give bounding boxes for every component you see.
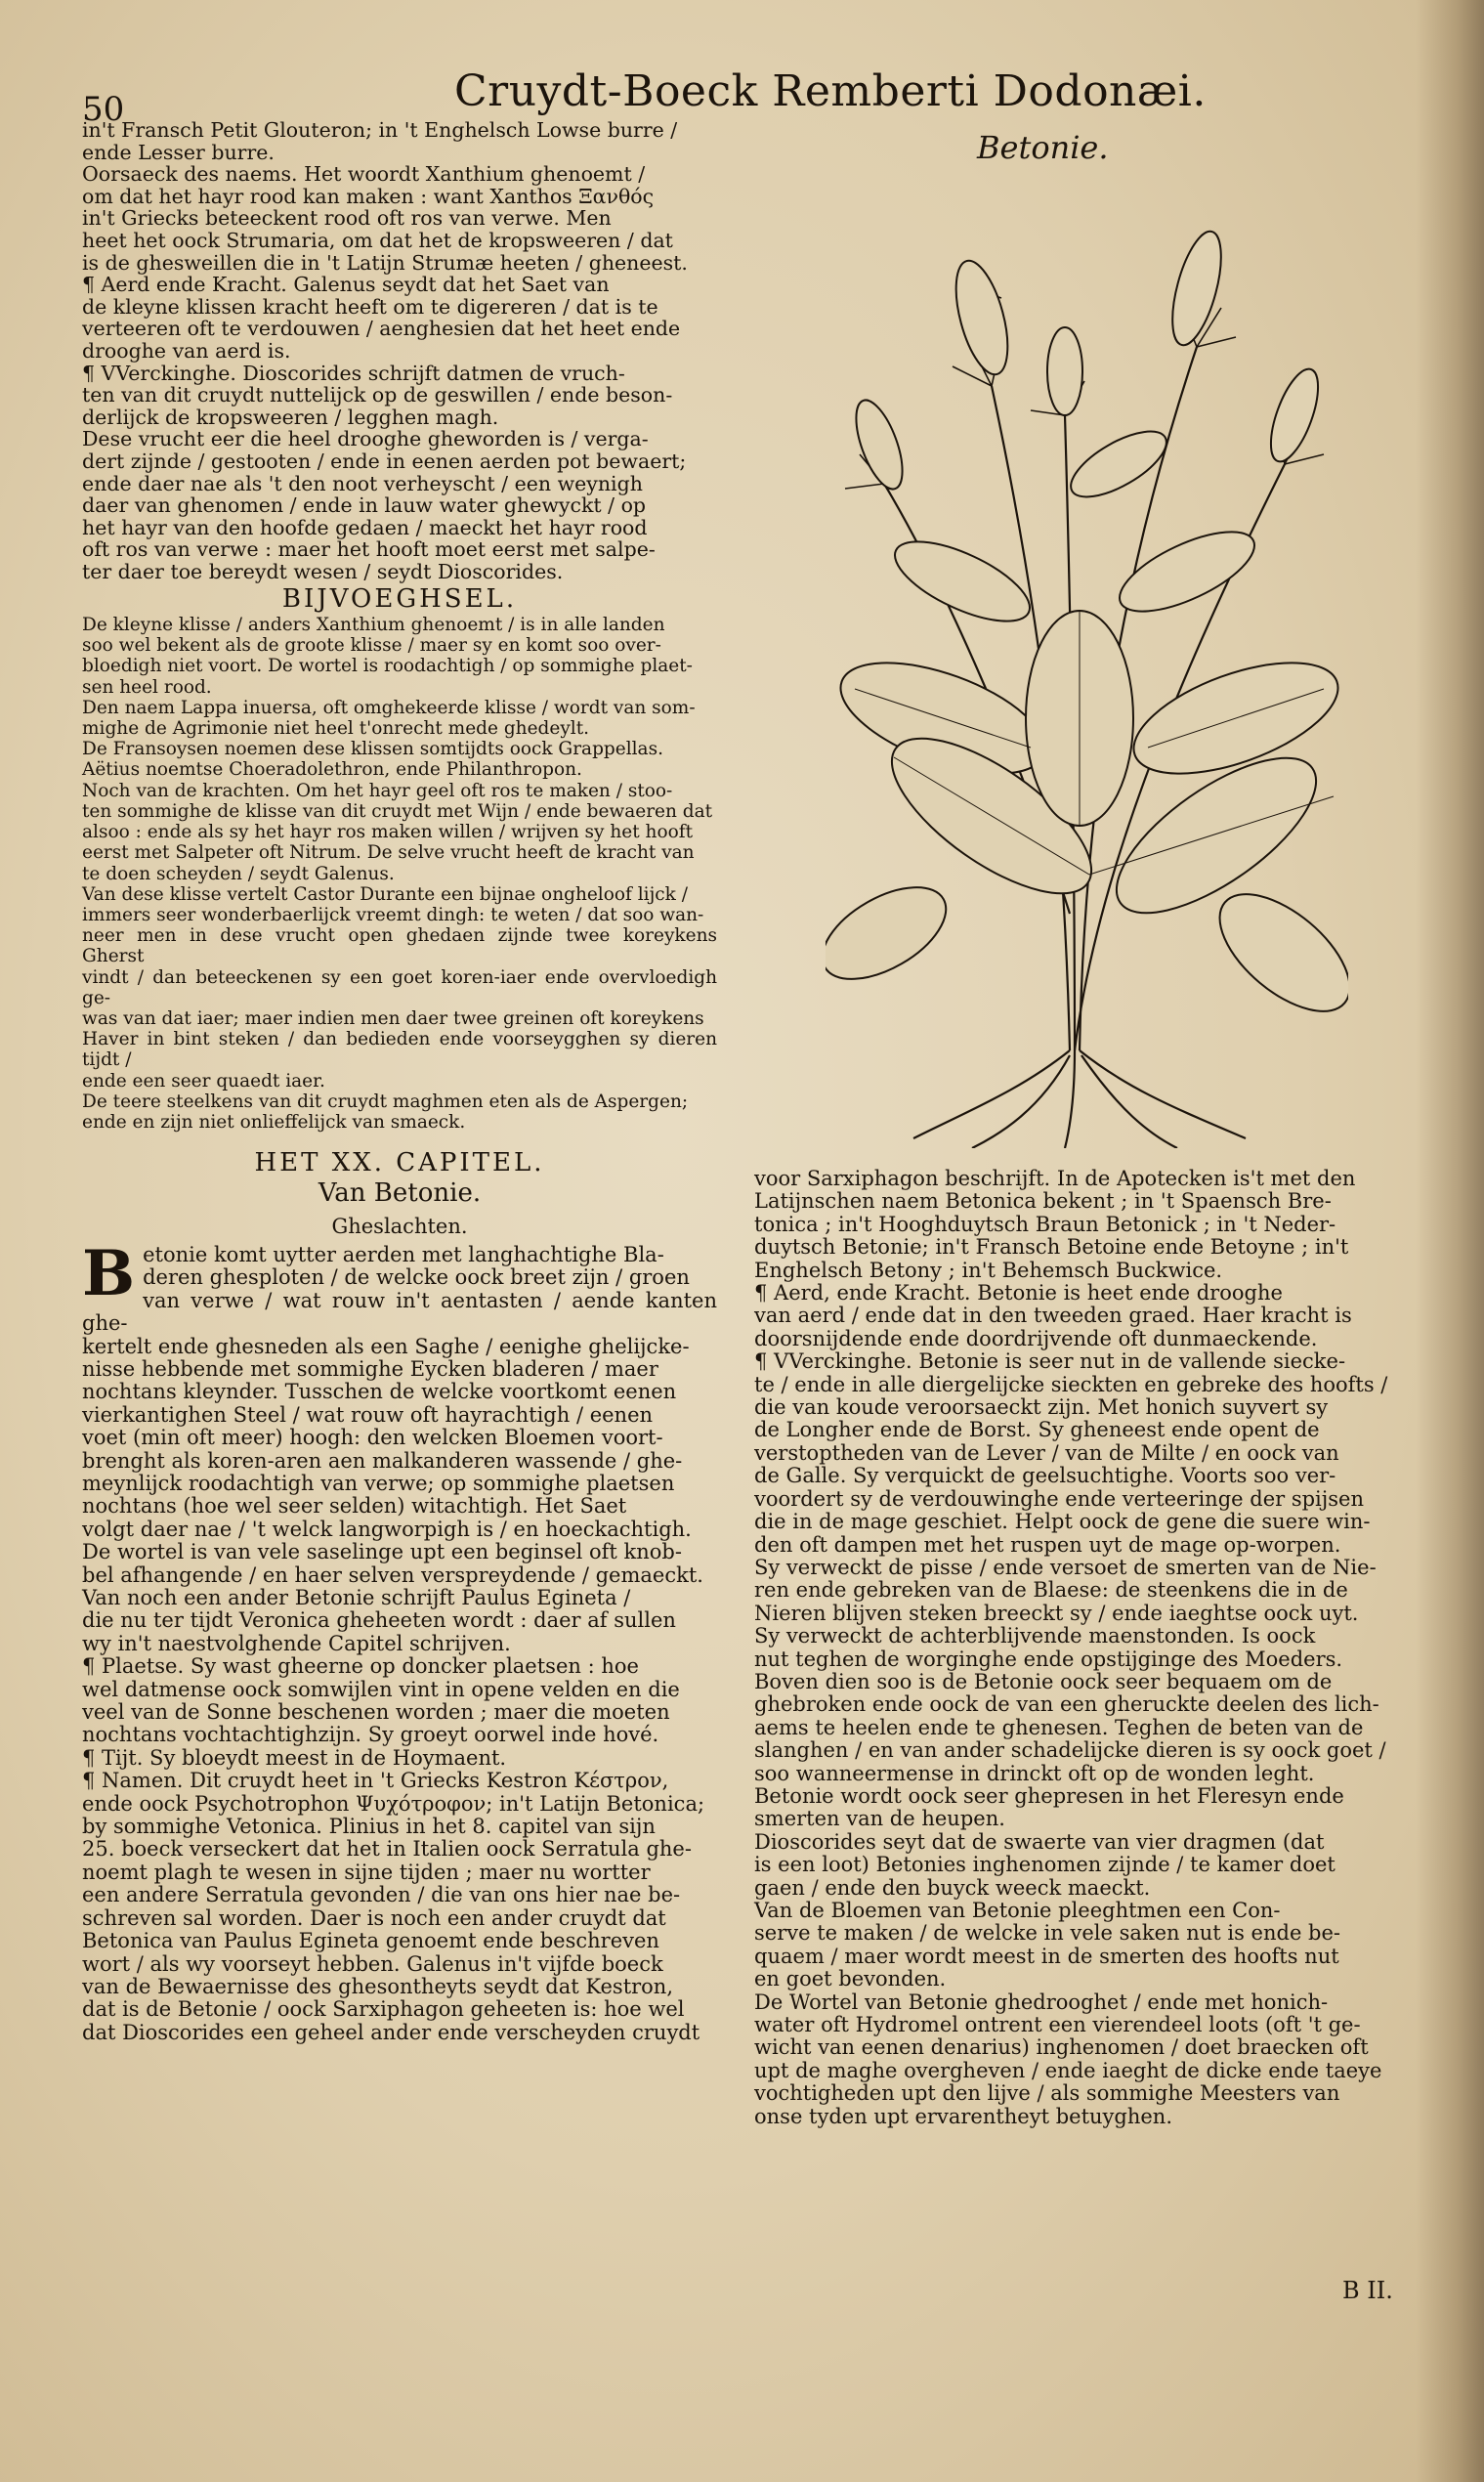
text-line: smerten van de heupen. [754,1807,1005,1831]
aerd-section [82,274,717,362]
text-line: veel van de Sonne beschenen worden ; maer die moeten [82,1700,670,1725]
text-line: Aëtius noemtse Choeradolethron, ende Philanthropon. [82,759,582,781]
text-line: upt de maghe overgheven / ende iaeght de dicke ende taeye [754,2058,1382,2082]
text-line: een andere Serratula gevonden / die van ons hier nae be- [82,1883,681,1907]
text-line: ten sommighe de klisse van dit cruydt met Wijn / ende bewaeren dat [82,800,713,822]
text-line: slanghen / en van ander schadelijcke dieren is sy oock goet / [754,1738,1386,1763]
werckinghe-section-right [754,1350,1407,2128]
text-line: te / ende in alle diergelijcke sieckten en gebreke des hoofts / [754,1372,1388,1396]
text-line: schreven sal worden. Daer is noch een ander cruydt dat [82,1905,666,1930]
text-line: kertelt ende ghesneden als een Saghe / eenighe ghelijcke- [82,1334,690,1358]
plaetse-section [82,1655,717,1747]
text-line: ende Lesser burre. [82,140,275,164]
running-title: Cruydt-Boeck Remberti Dodonæi. [454,66,1207,116]
text-line: mighe de Agrimonie niet heel t'onrecht mede ghedeylt. [82,718,590,740]
intro-lines [82,119,717,163]
text-line: wicht van eenen denarius) inghenomen / doet braecken oft [754,2035,1369,2060]
namen-section [82,1770,717,2044]
text-line: ter daer toe bereydt wesen / seydt Dioscorides. [82,559,564,583]
text-line: De Fransoysen noemen dese klissen somtijdts oock Grappellas. [82,739,663,760]
text-line: bel afhangende / en haer selven verspreydende / gemaeckt. [82,1562,703,1587]
text-line: wort / als wy voorseyt hebben. Galenus in't vijfde boeck [82,1951,663,1976]
orsaeck-section [82,163,717,274]
text-line: vindt / dan beteeckenen sy een goet koren-iaer ende overvloedigh ge- [82,966,717,1008]
catchword: B II. [1342,2277,1393,2304]
chapter-subtitle: Van Betonie. [318,1177,482,1208]
text-line: ghebroken ende oock de van een gheruckte deelen des lich- [754,1692,1379,1717]
text-line: Haver in bint steken / dan bedieden ende voorseygghen sy dieren tijdt / [82,1029,717,1071]
text-line: Dese vrucht eer die heel drooghe gheworden is / verga- [82,427,649,451]
text-line: eerst met Salpeter oft Nitrum. De selve vrucht heeft de kracht van [82,842,695,864]
text-line: om dat het hayr rood kan maken : want Xanthos Ξανθός [82,184,655,208]
right-column [754,1168,1407,2128]
text-line: Van noch een ander Betonie schrijft Paulus Egineta / [82,1586,631,1610]
text-line: den oft dampen met het ruspen uyt de mage op-worpen. [754,1532,1341,1557]
text-line: heet het oock Strumaria, om dat het de kropsweeren / dat [82,228,673,252]
text-line: nisse hebbende met sommighe Eycken bladeren / maer [82,1356,658,1381]
text-line: ende een seer quaedt iaer. [82,1070,325,1091]
text-line: de Longher ende de Borst. Sy gheneest ende opent de [754,1418,1320,1442]
text-line: van aerd / ende dat in den tweeden graed. Haer kracht is [754,1304,1352,1328]
text-line: ende en zijn niet onlieffelijck van smaeck. [82,1111,466,1133]
section-heading-bijvoeghsel: BIJVOEGHSEL. [281,584,518,615]
text-line: etonie komt uytter aerden met langhachtighe Bla- [143,1242,664,1266]
text-line: quaem / maer wordt meest in de smerten des hoofts nut [754,1944,1339,1968]
text-line: serve te maken / de welcke in vele saken nut is ende be- [754,1921,1341,1946]
text-line: voet (min oft meer) hoogh: den welcken Bloemen voort- [82,1426,663,1450]
text-line: Sy verweckt de pisse / ende versoet de smerten van de Nie- [754,1555,1377,1579]
text-line: is een loot) Betonies inghenomen zijnde / te kamer doet [754,1853,1336,1877]
text-line: drooghe van aerd is. [82,338,291,363]
text-line: alsoo : ende als sy het hayr ros maken willen / wrijven sy het hooft [82,822,694,843]
text-line: ende oock Psychotrophon Ψυχότροφον; in't Latijn Betonica; [82,1791,705,1816]
text-line: in't Griecks beteeckent rood oft ros van verwe. Men [82,206,612,231]
text-line: nochtans (hoe wel seer selden) witachtigh. Het Saet [82,1494,627,1519]
text-line: oft ros van verwe : maer het hooft moet eerst met salpe- [82,537,656,562]
betonie-woodcut-illustration [826,171,1348,1148]
text-line: Boven dien soo is de Betonie oock seer bequaem om de [754,1669,1333,1693]
text-line: derlijck de kropsweeren / legghen magh. [82,405,499,429]
text-line: Nieren blijven steken breeckt sy / ende iaeghtse oock uyt. [754,1601,1359,1625]
text-line: immers seer wonderbaerlijck vreemt dingh: te weten / dat soo wan- [82,904,704,925]
text-line: te doen scheyden / seydt Galenus. [82,863,395,884]
text-line: by sommighe Vetonica. Plinius in het 8. capitel van sijn [82,1815,656,1839]
text-line: de Galle. Sy verquickt de geelsuchtighe. Voorts soo ver- [754,1464,1336,1488]
text-line: bloedigh niet voort. De wortel is roodachtigh / op sommighe plaet- [82,656,693,677]
text-line: soo wel bekent als de groote klisse / maer sy en komt soo over- [82,635,661,657]
text-line: vochtigheden upt den lijve / als sommighe Meesters van [754,2081,1340,2106]
werckinghe-section [82,363,717,583]
page-number: 50 [82,90,125,129]
text-line: De teere steelkens van dit cruydt maghmen eten als de Aspergen; [82,1091,689,1112]
gheslachten-label: Gheslachten. [331,1215,468,1239]
text-line: daer van ghenomen / ende in lauw water ghewyckt / op [82,493,647,518]
text-line: Latijnschen naem Betonica bekent ; in 't Spaensch Bre- [754,1189,1332,1214]
text-line: aems te heelen ende te ghenesen. Teghen de beten van de [754,1715,1364,1739]
text-line: was van dat iaer; maer indien men daer twee greinen oft koreykens [82,1007,704,1029]
text-line: nochtans kleynder. Tusschen de welcke voortkomt eenen [82,1380,677,1404]
text-line: ren ende gebreken van de Blaese: de steenkens die in de [754,1578,1348,1603]
text-line: Den naem Lappa inuersa, oft omghekeerde klisse / wordt van som- [82,697,696,718]
aerd-kracht-section [754,1282,1407,1350]
text-line: van verwe / wat rouw in't aentasten / aende kanten ghe- [82,1288,717,1336]
text-line: Betonie wordt oock seer ghepresen in het Fleresyn ende [754,1783,1344,1808]
chapter-body [82,1236,717,1655]
text-line: nut teghen de worginghe ende opstijginge des Moeders. [754,1647,1343,1671]
text-line: die nu ter tijdt Veronica gheheeten wordt : daer af sullen [82,1608,676,1633]
text-line: ¶ Namen. Dit cruydt heet in 't Griecks Kestron Κέστρον, [82,1769,669,1793]
text-line: De wortel is van vele saselinge upt een beginsel oft knob- [82,1540,682,1564]
text-line: voor Sarxiphagon beschrijft. In de Apotecken is't met den [754,1167,1356,1190]
text-line: is de ghesweillen die in 't Latijn Strumæ heeten / gheneest. [82,250,688,275]
left-column [82,119,717,2044]
plant-title: Betonie. [977,129,1109,166]
text-line: die in de mage geschiet. Helpt oock de gene die suere win- [754,1510,1371,1534]
text-line: Betonica van Paulus Egineta genoemt ende beschreven [82,1929,659,1953]
bijvoeghsel-section [82,615,717,1133]
text-line: wy in't naestvolghende Capitel schrijven. [82,1631,511,1655]
text-line: Oorsaeck des naems. Het woordt Xanthium ghenoemt / [82,162,646,187]
text-line: Enghelsch Betony ; in't Behemsch Buckwice. [754,1258,1223,1282]
text-line: deren ghesploten / de welcke oock breet zijn / groen [143,1265,690,1290]
names-continuation [754,1168,1407,1282]
text-line: noemt plagh te wesen in sijne tijden ; maer nu wortter [82,1860,651,1884]
text-line: wel datmense oock somwijlen vint in opene velden en die [82,1677,680,1701]
text-line: ¶ VVerckinghe. Dioscorides schrijft datmen de vruch- [82,361,625,385]
text-line: 25. boeck verseckert dat het in Italien oock Serratula ghe- [82,1837,692,1862]
text-line: die van koude veroorsaeckt zijn. Met honich suyvert sy [754,1395,1329,1420]
text-line: verstoptheden van de Lever / van de Milte / en oock van [754,1440,1339,1465]
text-line: Noch van de krachten. Om het hayr geel oft ros te maken / stoo- [82,780,673,801]
text-line: in't Fransch Petit Glouteron; in 't Enghelsch Lowse burre / [82,118,678,142]
text-line: ¶ Plaetse. Sy wast gheerne op doncker plaetsen : hoe [82,1654,639,1679]
text-line: volgt daer nae / 't welck langworpigh is / en hoeckachtigh. [82,1517,692,1541]
text-line: ¶ Aerd ende Kracht. Galenus seydt dat het Saet van [82,273,610,297]
text-line: dat is de Betonie / oock Sarxiphagon geheeten is: hoe wel [82,1997,685,2022]
text-line: meynlijck roodachtigh van verwe; op sommighe plaetsen [82,1471,675,1495]
text-line: onse tyden upt ervarentheyt betuyghen. [754,2104,1173,2128]
text-line: en goet bevonden. [754,1967,947,1991]
text-line: dat Dioscorides een geheel ander ende verscheyden cruydt [82,2020,700,2044]
chapter-title: HET XX. CAPITEL. [254,1148,545,1178]
text-line: het hayr van den hoofde gedaen / maeckt het hayr rood [82,515,648,539]
tijt-section [82,1747,717,1770]
text-line: water oft Hydromel ontrent een vierendeel loots (oft 't ge- [754,2013,1361,2037]
text-line: De Wortel van Betonie ghedrooghet / ende met honich- [754,1990,1329,2014]
text-line: gaen / ende den buyck weeck maeckt. [754,1875,1151,1900]
text-line: ¶ VVerckinghe. Betonie is seer nut in de vallende siecke- [754,1349,1346,1374]
text-line: neer men in dese vrucht open ghedaen zijnde twee koreykens Gherst [82,925,717,967]
text-line: nochtans vochtachtighzijn. Sy groeyt oorwel inde hové. [82,1723,659,1747]
text-line: Van dese klisse vertelt Castor Durante een bijnae ongheloof lijck / [82,883,688,905]
text-line: dert zijnde / gestooten / ende in eenen aerden pot bewaert; [82,449,687,473]
text-line: verteeren oft te verdouwen / aenghesien dat het heet ende [82,317,681,341]
text-line: ten van dit cruydt nuttelijck op de geswillen / ende beson- [82,383,673,407]
text-line: de kleyne klissen kracht heeft om te digereren / dat is te [82,294,658,319]
text-line: ¶ Tijt. Sy bloeydt meest in de Hoymaent. [82,1745,507,1770]
text-line: Dioscorides seyt dat de swaerte van vier dragmen (dat [754,1829,1325,1854]
text-line: De kleyne klisse / anders Xanthium ghenoemt / is in alle landen [82,615,665,636]
text-line: Sy verweckt de achterblijvende maenstonden. Is oock [754,1624,1316,1648]
text-line: voordert sy de verdouwinghe ende verteeringe der spijsen [754,1486,1365,1511]
text-line: brenght als koren-aren aen malkanderen wassende / ghe- [82,1448,683,1473]
drop-cap-b: B [82,1236,136,1310]
text-line: tonica ; in't Hooghduytsch Braun Betonick ; in 't Neder- [754,1212,1336,1236]
book-spine-shadow [1416,0,1484,2482]
text-line: ¶ Aerd, ende Kracht. Betonie is heet ende drooghe [754,1281,1283,1305]
text-line: van de Bewaernisse des ghesontheyts seydt dat Kestron, [82,1974,674,1998]
text-line: vierkantighen Steel / wat rouw oft hayrachtigh / eenen [82,1402,654,1427]
text-line: soo wanneermense in drinckt oft op de wonden leght. [754,1761,1315,1785]
text-line: Van de Bloemen van Betonie pleeghtmen een Con- [754,1899,1281,1922]
text-line: doorsnijdende ende doordrijvende oft dunmaeckende. [754,1326,1318,1350]
text-line: sen heel rood. [82,676,212,698]
text-line: duytsch Betonie; in't Fransch Betoine ende Betoyne ; in't [754,1235,1349,1260]
text-line: ende daer nae als 't den noot verheyscht / een weynigh [82,471,643,495]
